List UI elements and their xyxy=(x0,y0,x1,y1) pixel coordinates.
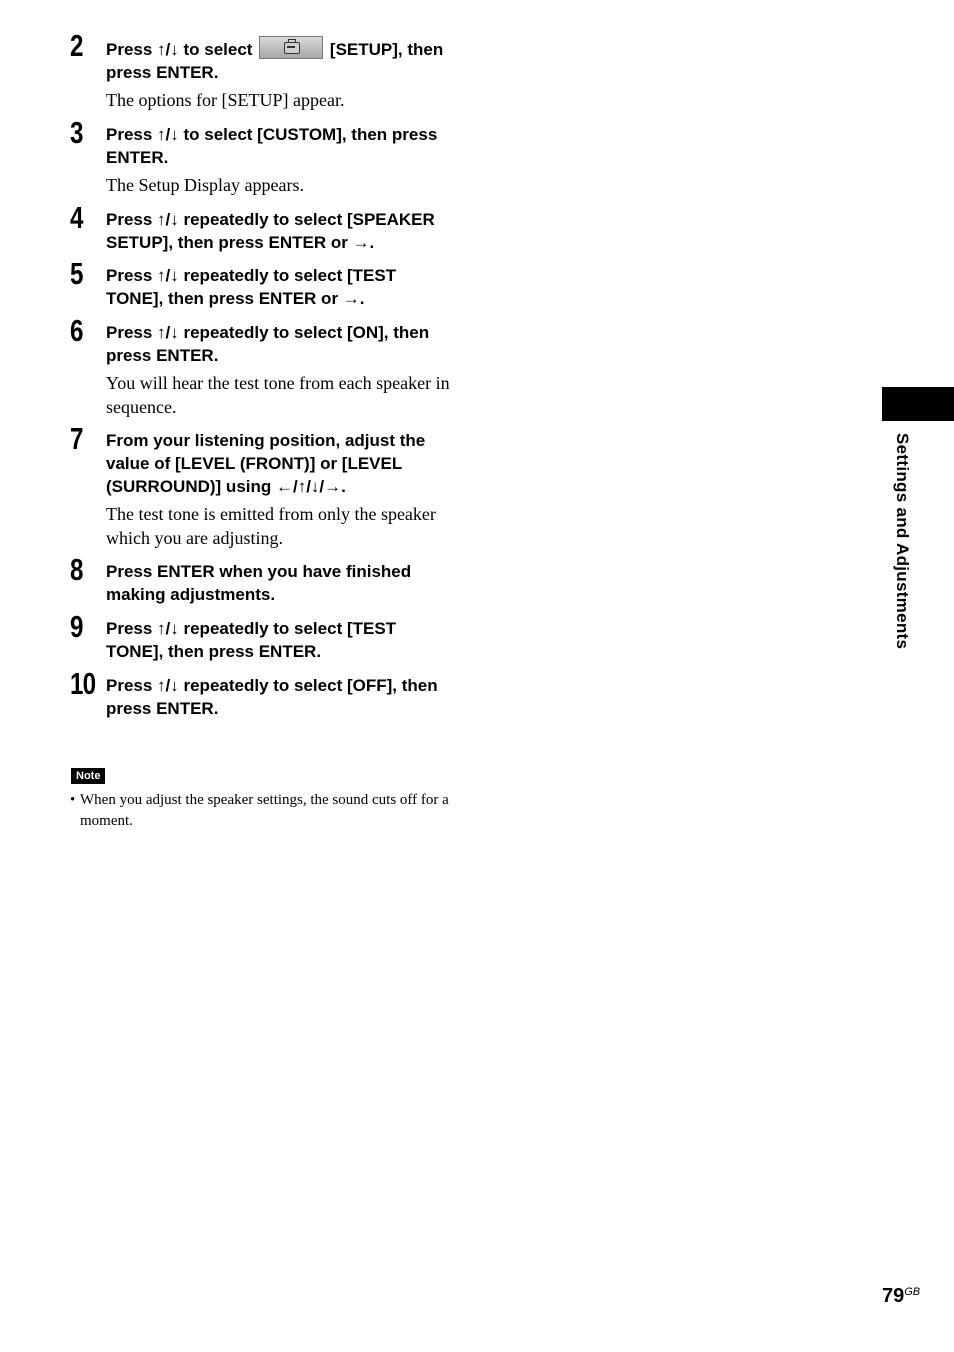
step-number: 2 xyxy=(70,28,83,63)
note-item xyxy=(70,790,450,832)
step-number: 7 xyxy=(70,421,83,456)
page-number-value: 79 xyxy=(882,1285,905,1307)
steps-column xyxy=(70,28,450,720)
step-instruction: From your listening position, adjust the value of [LEVEL (FRONT)] or [LEVEL (SURROUND)] using ←/↑/↓/→. xyxy=(106,431,426,496)
step-number: 6 xyxy=(70,313,83,348)
step-instruction: Press ↑/↓ repeatedly to select [SPEAKER SETUP], then press ENTER or →. xyxy=(106,210,435,252)
step-instruction: Press ↑/↓ to select [CUSTOM], then press ENTER. xyxy=(106,125,438,167)
step-instruction: Press ↑/↓ repeatedly to select [ON], then press ENTER. xyxy=(106,323,430,365)
step-number: 10 xyxy=(70,666,96,701)
step-instruction xyxy=(106,36,450,84)
setup-toolbox-icon xyxy=(259,36,323,59)
step-instruction: Press ↑/↓ repeatedly to select [OFF], then press ENTER. xyxy=(106,676,438,718)
step-description: The Setup Display appears. xyxy=(106,175,304,195)
section-side-label: Settings and Adjustments xyxy=(893,433,912,650)
step-number: 9 xyxy=(70,609,83,644)
step-number: 8 xyxy=(70,552,83,587)
step-description: The options for [SETUP] appear. xyxy=(106,90,345,110)
step-4 xyxy=(70,200,450,254)
bullet: • xyxy=(70,792,76,808)
step-instruction: Press ENTER when you have finished making adjustments. xyxy=(106,562,412,604)
instruction-text: Press ↑/↓ to select xyxy=(106,40,253,59)
step-number: 4 xyxy=(70,200,83,235)
section-tab-marker xyxy=(882,387,954,421)
step-instruction: Press ↑/↓ repeatedly to select [TEST TONE], then press ENTER. xyxy=(106,619,397,661)
step-instruction: Press ↑/↓ repeatedly to select [TEST TONE], then press ENTER or →. xyxy=(106,266,397,308)
step-number: 5 xyxy=(70,256,83,291)
note-text: When you adjust the speaker settings, the sound cuts off for a moment. xyxy=(80,792,449,829)
step-6 xyxy=(70,313,450,419)
note-label: Note xyxy=(71,768,105,784)
page-number xyxy=(882,1285,920,1308)
step-8 xyxy=(70,552,450,606)
step-7 xyxy=(70,421,450,550)
step-description: The test tone is emitted from only the speaker which you are adjusting. xyxy=(106,504,436,548)
step-5 xyxy=(70,256,450,310)
step-9 xyxy=(70,609,450,663)
step-3 xyxy=(70,115,450,197)
step-description: You will hear the test tone from each speaker in sequence. xyxy=(106,373,450,417)
step-10 xyxy=(70,666,450,720)
page-number-suffix: GB xyxy=(904,1286,921,1298)
step-number: 3 xyxy=(70,115,83,150)
instruction-text: [SETUP], then press ENTER. xyxy=(106,40,444,82)
step-2 xyxy=(70,28,450,112)
